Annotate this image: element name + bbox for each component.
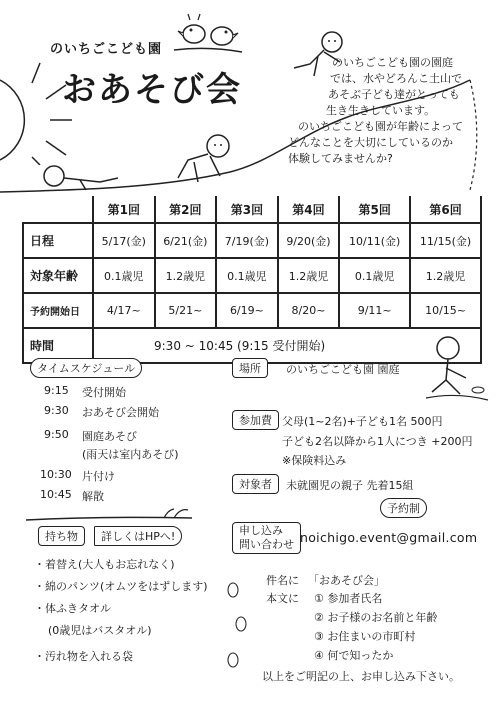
session-header: 第2回 (155, 196, 217, 223)
row-label-age: 対象年齢 (23, 258, 93, 293)
body-item: ② お子様のお名前と年齢 (314, 611, 438, 624)
table-cell: 9/20(金) (278, 223, 340, 258)
belongings-item: ・綿のパンツ(オムツをはずします) (34, 580, 208, 593)
timetable-text: 解散 (82, 490, 104, 503)
table-row (23, 293, 481, 328)
table-cell: 1.2歳児 (410, 258, 481, 293)
table-cell: 4/17~ (93, 293, 155, 328)
belongings-item: ・体ふきタオル (34, 602, 111, 615)
fee-label: 参加費 (232, 410, 279, 430)
intro-line: のいちごこども園の園庭 (332, 56, 453, 69)
table-cell: 9/11~ (339, 293, 410, 328)
row-label-reservation: 予約開始日 (23, 293, 93, 328)
apply-footer: 以上をご明記の上、お申し込み下さい。 (262, 670, 460, 683)
footprints-illustration (225, 580, 251, 680)
belongings-note: 詳しくはHPへ! (94, 526, 182, 546)
child-crawling-illustration (170, 130, 240, 190)
intro-line: のいちごこども園が年齢によって (298, 120, 463, 133)
page-title: おあそび会 (62, 70, 242, 110)
timetable-text: 園庭あそび (82, 430, 137, 443)
fee-line: 子ども2名以降から1人につき +200円 (282, 435, 473, 448)
body-item: ③ お住まいの市町村 (314, 630, 416, 643)
table-cell: 10/15~ (410, 293, 481, 328)
timetable-heading: タイムスケジュール (30, 358, 142, 378)
table-cell: 8/20~ (278, 293, 340, 328)
table-cell: 0.1歳児 (339, 258, 410, 293)
row-label-time: 時間 (23, 328, 93, 363)
branch-illustration (24, 506, 194, 528)
session-header: 第5回 (339, 196, 410, 223)
session-header: 第4回 (278, 196, 340, 223)
body-label: 本文に (266, 592, 299, 605)
fee-line: 父母(1~2名)+子ども1名 500円 (282, 415, 443, 428)
subject-value: 「おあそび会」 (308, 574, 385, 587)
timetable-text: 片付け (82, 470, 115, 483)
table-cell: 10/11(金) (339, 223, 410, 258)
timetable-time: 9:30 (44, 404, 69, 417)
intro-line: どんなことを大切にしているのか (288, 136, 453, 149)
table-cell: 5/21~ (155, 293, 217, 328)
apply-label-line: 問い合わせ (239, 538, 294, 551)
timetable-text: おあそび会開始 (82, 406, 159, 419)
table-cell: 6/19~ (216, 293, 278, 328)
timetable-time: 9:50 (44, 428, 69, 441)
intro-line: 生き生きしています。 (326, 104, 436, 117)
place-label: 場所 (232, 358, 268, 378)
session-header: 第1回 (93, 196, 155, 223)
table-row (23, 258, 481, 293)
table-cell: 0.1歳児 (93, 258, 155, 293)
belongings-item: (0歳児はバスタオル) (48, 624, 152, 637)
table-row (23, 223, 481, 258)
target-value: 未就園児の親子 先着15組 (286, 479, 414, 492)
intro-line: では、水やどろんこ土山で (330, 72, 462, 85)
school-name: のいちごこども園 (50, 42, 163, 57)
session-header: 第6回 (410, 196, 481, 223)
schedule-corner (23, 196, 93, 223)
table-cell: 11/15(金) (410, 223, 481, 258)
contact-email[interactable]: noichigo.event@gmail.com (300, 530, 478, 545)
timetable-note: (雨天は室内あそび) (82, 448, 179, 461)
time-value: 9:30 ~ 10:45 (9:15 受付開始) (93, 328, 481, 363)
table-cell: 1.2歳児 (155, 258, 217, 293)
subject-label: 件名に (266, 574, 299, 587)
intro-line: 体験してみませんか? (288, 152, 393, 165)
place-value: のいちごこども園 園庭 (286, 363, 400, 376)
timetable-time: 10:30 (40, 468, 72, 481)
fee-line: ※保険料込み (282, 454, 347, 467)
table-cell: 1.2歳児 (278, 258, 340, 293)
apply-label (232, 522, 301, 554)
schedule-table (22, 196, 482, 364)
schedule-header-row (23, 196, 481, 223)
belongings-item: ・着替え(大人もお忘れなく) (34, 558, 175, 571)
session-header: 第3回 (216, 196, 278, 223)
target-label: 対象者 (232, 474, 279, 494)
timetable-time: 9:15 (44, 384, 69, 397)
intro-line: あそぶ子ども達がとっても (328, 88, 460, 101)
reservation-badge: 予約制 (380, 498, 427, 518)
belongings-item: ・汚れ物を入れる袋 (34, 650, 133, 663)
apply-label-line: 申し込み (239, 524, 283, 537)
body-item: ① 参加者氏名 (314, 592, 383, 605)
table-cell: 5/17(金) (93, 223, 155, 258)
timetable-time: 10:45 (40, 488, 72, 501)
row-label-date: 日程 (23, 223, 93, 258)
child-lying-illustration (40, 160, 120, 196)
table-cell: 6/21(金) (155, 223, 217, 258)
table-cell: 0.1歳児 (216, 258, 278, 293)
table-cell: 7/19(金) (216, 223, 278, 258)
timetable-text: 受付開始 (82, 386, 126, 399)
belongings-heading: 持ち物 (38, 526, 85, 546)
body-item: ④ 何で知ったか (314, 649, 394, 662)
intro-text (268, 55, 490, 167)
